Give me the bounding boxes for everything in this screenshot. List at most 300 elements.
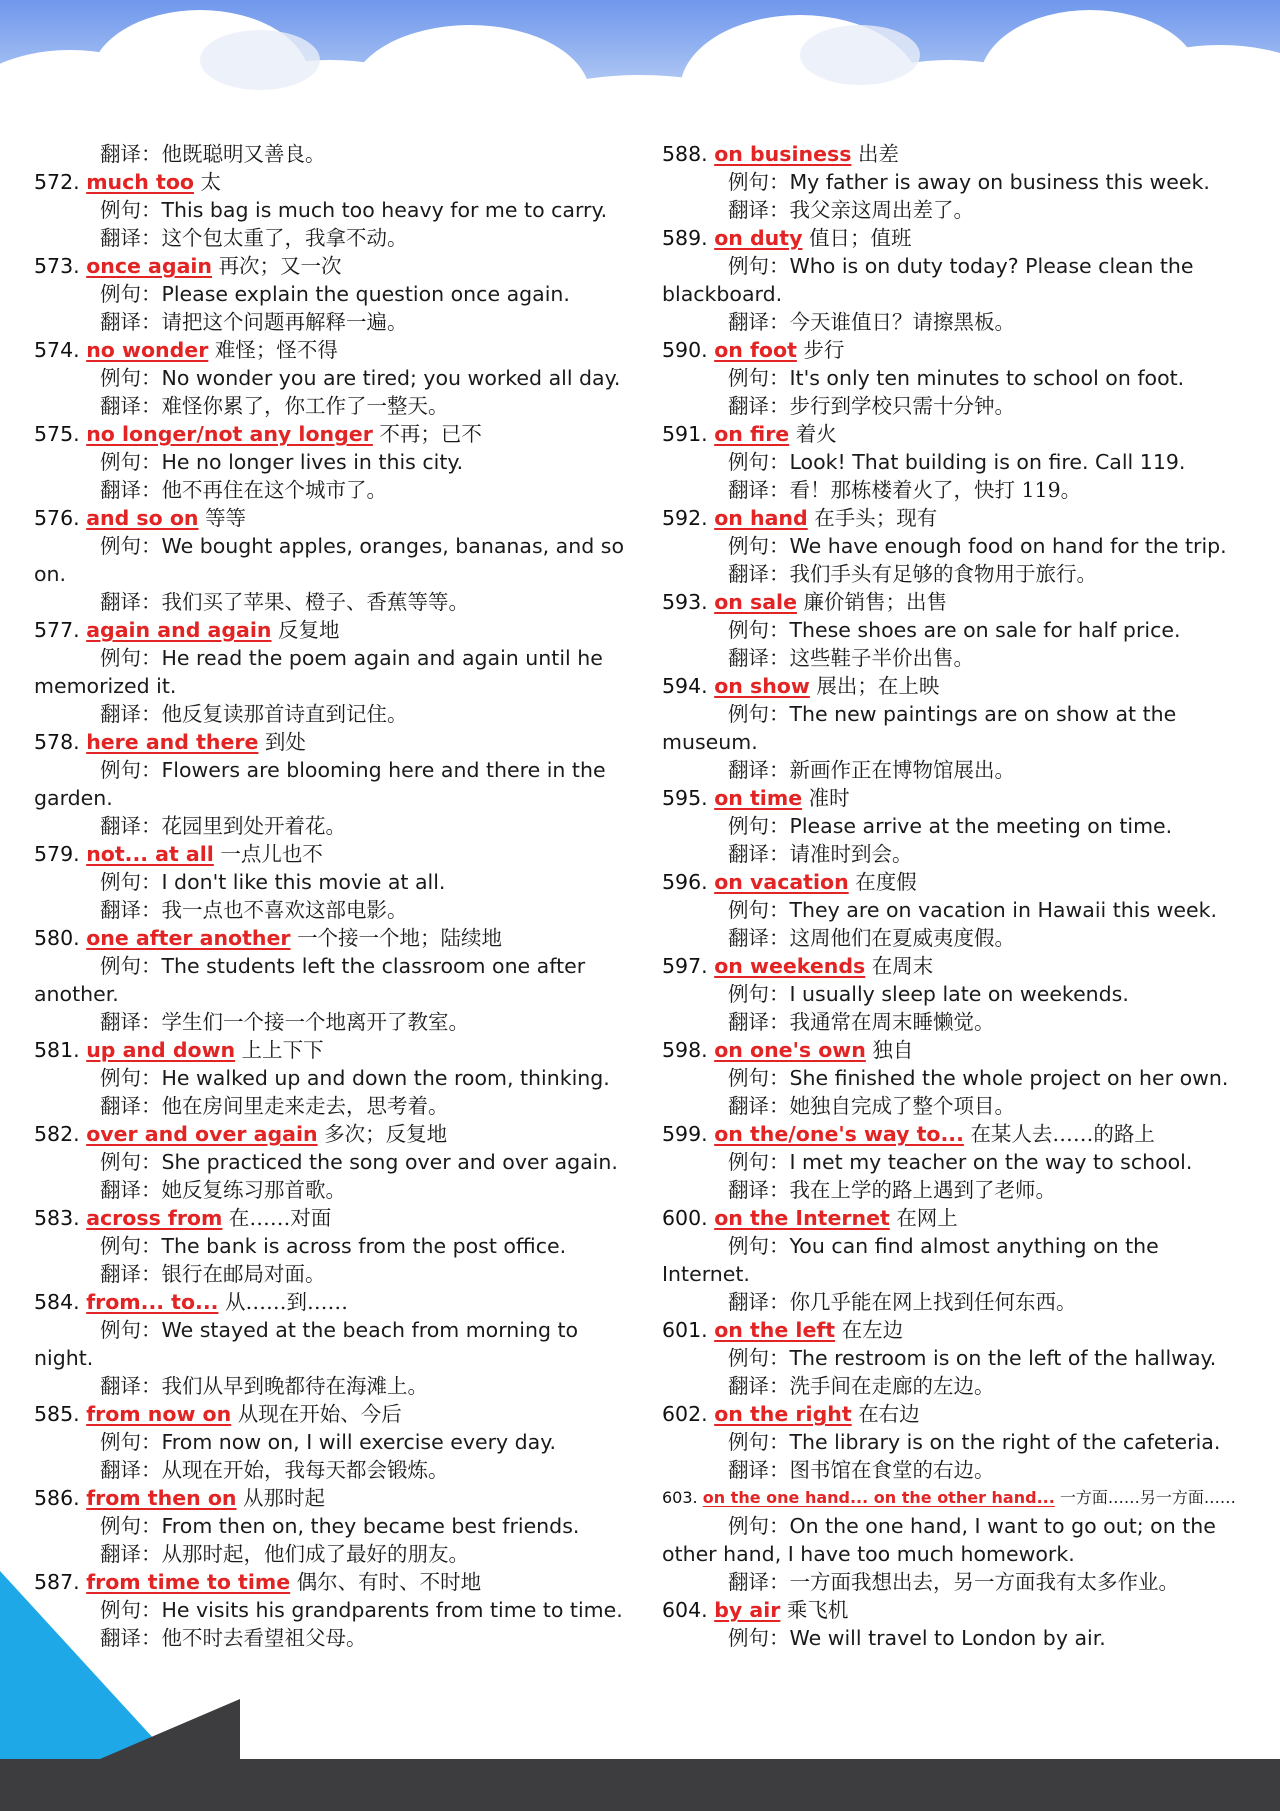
phrase-heading xyxy=(662,1204,1248,1232)
phrase-entry xyxy=(662,504,1248,588)
translation-label: 翻译： xyxy=(100,814,162,838)
phrase-heading xyxy=(662,1120,1248,1148)
translation-line xyxy=(34,1260,626,1288)
phrase-term: on the Internet xyxy=(714,1206,890,1230)
phrase-meaning: 乘飞机 xyxy=(786,1598,849,1622)
phrase-heading xyxy=(662,224,1248,252)
entry-number: 588. xyxy=(662,142,708,166)
translation-line xyxy=(662,1456,1248,1484)
phrase-term: one after another xyxy=(86,926,291,950)
example-label: 例句： xyxy=(728,1514,790,1538)
example-line xyxy=(34,1064,626,1092)
example-line xyxy=(662,252,1248,308)
phrase-term: on weekends xyxy=(714,954,866,978)
example-label: 例句： xyxy=(728,702,790,726)
translation-label: 翻译： xyxy=(100,226,162,250)
entry-number: 591. xyxy=(662,422,708,446)
example-label: 例句： xyxy=(728,898,790,922)
phrase-term: on the/one's way to... xyxy=(714,1122,964,1146)
phrase-heading xyxy=(34,840,626,868)
entry-number: 596. xyxy=(662,870,708,894)
translation-label: 翻译： xyxy=(100,310,162,334)
translation-text: 我一点也不喜欢这部电影。 xyxy=(161,898,408,922)
phrase-entry xyxy=(662,672,1248,784)
translation-label: 翻译： xyxy=(100,1010,162,1034)
translation-text: 这些鞋子半价出售。 xyxy=(789,646,974,670)
example-text: I usually sleep late on weekends. xyxy=(789,982,1129,1006)
translation-line xyxy=(662,644,1248,672)
translation-text: 他在房间里走来走去，思考着。 xyxy=(161,1094,449,1118)
translation-text: 难怪你累了，你工作了一整天。 xyxy=(161,394,449,418)
phrase-meaning: 出差 xyxy=(857,142,899,166)
translation-label: 翻译： xyxy=(100,1094,162,1118)
example-line xyxy=(34,756,626,812)
example-label: 例句： xyxy=(100,1430,162,1454)
example-text: You can find almost anything on the Internet. xyxy=(662,1234,1159,1286)
example-label: 例句： xyxy=(728,618,790,642)
entry-number: 601. xyxy=(662,1318,708,1342)
translation-line xyxy=(662,1568,1248,1596)
example-label: 例句： xyxy=(100,198,162,222)
example-label: 例句： xyxy=(100,534,162,558)
translation-line xyxy=(662,924,1248,952)
translation-text: 这周他们在夏威夷度假。 xyxy=(789,926,1015,950)
translation-line xyxy=(34,392,626,420)
phrase-meaning: 一点儿也不 xyxy=(220,842,323,866)
example-label: 例句： xyxy=(728,814,790,838)
phrase-meaning: 多次；反复地 xyxy=(324,1122,448,1146)
entry-number: 576. xyxy=(34,506,80,530)
phrase-meaning: 在周末 xyxy=(871,954,934,978)
phrase-entry xyxy=(34,168,626,252)
translation-line xyxy=(34,1456,626,1484)
phrase-entry xyxy=(34,728,626,840)
entry-number: 572. xyxy=(34,170,80,194)
example-text: Please arrive at the meeting on time. xyxy=(789,814,1173,838)
translation-text: 他既聪明又善良。 xyxy=(161,142,326,166)
translation-line xyxy=(662,756,1248,784)
example-line xyxy=(662,364,1248,392)
translation-label: 翻译： xyxy=(100,394,162,418)
example-text: I don't like this movie at all. xyxy=(161,870,446,894)
example-label: 例句： xyxy=(100,1598,162,1622)
entry-number: 580. xyxy=(34,926,80,950)
example-text: He read the poem again and again until he memorized it. xyxy=(34,646,603,698)
phrase-heading xyxy=(34,728,626,756)
example-line xyxy=(34,448,626,476)
entry-number: 599. xyxy=(662,1122,708,1146)
phrase-heading xyxy=(34,1288,626,1316)
example-text: Flowers are blooming here and there in the garden. xyxy=(34,758,606,810)
phrase-meaning: 从……到…… xyxy=(224,1290,348,1314)
phrase-entry xyxy=(662,1484,1248,1596)
example-text: The library is on the right of the cafeteria. xyxy=(789,1430,1221,1454)
translation-line xyxy=(34,812,626,840)
phrase-meaning: 太 xyxy=(200,170,222,194)
phrase-heading xyxy=(34,1484,626,1512)
example-line xyxy=(662,1344,1248,1372)
translation-label: 翻译： xyxy=(728,842,790,866)
translation-label: 翻译： xyxy=(728,1290,790,1314)
translation-line xyxy=(662,840,1248,868)
phrase-meaning: 在度假 xyxy=(855,870,917,894)
translation-line xyxy=(34,588,626,616)
phrase-heading xyxy=(662,588,1248,616)
example-line xyxy=(34,868,626,896)
example-line xyxy=(662,1148,1248,1176)
example-line xyxy=(662,700,1248,756)
phrase-meaning: 一方面……另一方面…… xyxy=(1059,1488,1236,1507)
translation-line xyxy=(662,1176,1248,1204)
entry-number: 574. xyxy=(34,338,80,362)
translation-line xyxy=(34,1092,626,1120)
translation-text: 这个包太重了，我拿不动。 xyxy=(161,226,408,250)
phrase-heading xyxy=(34,1204,626,1232)
example-text: The new paintings are on show at the museum. xyxy=(662,702,1177,754)
translation-text: 你几乎能在网上找到任何东西。 xyxy=(789,1290,1077,1314)
example-label: 例句： xyxy=(100,1514,162,1538)
phrase-heading xyxy=(662,420,1248,448)
entry-number: 573. xyxy=(34,254,80,278)
translation-label: 翻译： xyxy=(100,142,162,166)
translation-line xyxy=(34,700,626,728)
phrase-term: over and over again xyxy=(86,1122,318,1146)
phrase-entry xyxy=(662,224,1248,336)
entry-number: 600. xyxy=(662,1206,708,1230)
translation-line xyxy=(662,476,1248,504)
phrase-entry xyxy=(662,1596,1248,1652)
phrase-term: on business xyxy=(714,142,852,166)
translation-line xyxy=(34,896,626,924)
phrase-heading xyxy=(662,504,1248,532)
example-label: 例句： xyxy=(728,1626,790,1650)
example-label: 例句： xyxy=(100,1066,162,1090)
phrase-meaning: 到处 xyxy=(264,730,306,754)
translation-line xyxy=(662,392,1248,420)
example-line xyxy=(662,1232,1248,1288)
example-line xyxy=(34,532,626,588)
translation-text: 银行在邮局对面。 xyxy=(161,1262,326,1286)
translation-text: 学生们一个接一个地离开了教室。 xyxy=(161,1010,469,1034)
phrase-meaning: 从现在开始、今后 xyxy=(237,1402,402,1426)
translation-label: 翻译： xyxy=(100,1178,162,1202)
phrase-entry xyxy=(34,840,626,924)
phrase-term: on sale xyxy=(714,590,797,614)
example-label: 例句： xyxy=(728,450,790,474)
example-text: No wonder you are tired; you worked all day. xyxy=(161,366,621,390)
phrase-heading xyxy=(662,784,1248,812)
example-label: 例句： xyxy=(100,450,162,474)
phrase-meaning: 偶尔、有时、不时地 xyxy=(296,1570,482,1594)
entry-number: 583. xyxy=(34,1206,80,1230)
translation-label: 翻译： xyxy=(100,898,162,922)
phrase-heading xyxy=(662,868,1248,896)
translation-line xyxy=(662,1008,1248,1036)
phrase-entry xyxy=(662,868,1248,952)
example-label: 例句： xyxy=(100,758,162,782)
translation-label: 翻译： xyxy=(100,1458,162,1482)
phrase-meaning: 展出；在上映 xyxy=(816,674,940,698)
translation-label: 翻译： xyxy=(728,1570,790,1594)
translation-label: 翻译： xyxy=(728,1010,790,1034)
translation-line xyxy=(34,1540,626,1568)
translation-line xyxy=(34,1176,626,1204)
phrase-heading xyxy=(662,140,1248,168)
phrase-heading xyxy=(34,336,626,364)
example-label: 例句： xyxy=(728,1234,790,1258)
example-line xyxy=(662,896,1248,924)
entry-number: 584. xyxy=(34,1290,80,1314)
entry-number: 581. xyxy=(34,1038,80,1062)
phrase-heading xyxy=(34,1400,626,1428)
translation-label: 翻译： xyxy=(100,1262,162,1286)
phrase-heading xyxy=(662,1400,1248,1428)
example-line xyxy=(662,1624,1248,1652)
translation-text: 他反复读那首诗直到记住。 xyxy=(161,702,408,726)
phrase-meaning: 难怪；怪不得 xyxy=(214,338,338,362)
entry-number: 592. xyxy=(662,506,708,530)
example-text: He walked up and down the room, thinking. xyxy=(161,1066,610,1090)
entry-number: 598. xyxy=(662,1038,708,1062)
example-text: He no longer lives in this city. xyxy=(161,450,464,474)
phrase-meaning: 独自 xyxy=(872,1038,914,1062)
translation-label: 翻译： xyxy=(728,1458,790,1482)
phrase-meaning: 廉价销售；出售 xyxy=(803,590,947,614)
phrase-heading xyxy=(34,616,626,644)
phrase-heading xyxy=(34,924,626,952)
phrase-heading xyxy=(662,952,1248,980)
left-column xyxy=(34,140,626,1652)
phrase-term: on duty xyxy=(714,226,803,250)
phrase-term: here and there xyxy=(86,730,259,754)
example-line xyxy=(662,980,1248,1008)
translation-line xyxy=(662,1288,1248,1316)
translation-label: 翻译： xyxy=(728,310,790,334)
phrase-term: once again xyxy=(86,254,213,278)
phrase-term: by air xyxy=(714,1598,781,1622)
example-label: 例句： xyxy=(728,982,790,1006)
example-line xyxy=(662,1064,1248,1092)
example-line xyxy=(662,1428,1248,1456)
example-label: 例句： xyxy=(728,1346,790,1370)
example-label: 例句： xyxy=(728,170,790,194)
phrase-entry xyxy=(662,1316,1248,1400)
phrase-term: on the left xyxy=(714,1318,836,1342)
phrase-entry xyxy=(34,616,626,728)
example-line xyxy=(662,168,1248,196)
example-line xyxy=(34,196,626,224)
example-text: This bag is much too heavy for me to carry. xyxy=(161,198,608,222)
example-text: The bank is across from the post office. xyxy=(161,1234,567,1258)
example-text: It's only ten minutes to school on foot. xyxy=(789,366,1185,390)
example-line xyxy=(662,812,1248,840)
example-line xyxy=(34,952,626,1008)
example-text: She finished the whole project on her own. xyxy=(789,1066,1229,1090)
example-text: Look! That building is on fire. Call 119. xyxy=(789,450,1186,474)
example-text: From now on, I will exercise every day. xyxy=(161,1430,556,1454)
phrase-heading xyxy=(34,1120,626,1148)
example-label: 例句： xyxy=(728,1430,790,1454)
translation-line xyxy=(34,476,626,504)
translation-text: 我们从早到晚都待在海滩上。 xyxy=(161,1374,428,1398)
example-label: 例句： xyxy=(728,366,790,390)
translation-text: 她独自完成了整个项目。 xyxy=(789,1094,1015,1118)
example-line xyxy=(662,616,1248,644)
example-line xyxy=(34,1316,626,1372)
translation-text: 请准时到会。 xyxy=(789,842,913,866)
phrase-heading xyxy=(34,252,626,280)
translation-line xyxy=(662,1092,1248,1120)
example-label: 例句： xyxy=(728,534,790,558)
example-line xyxy=(662,532,1248,560)
phrase-term: from now on xyxy=(86,1402,232,1426)
translation-label: 翻译： xyxy=(100,1374,162,1398)
translation-text: 花园里到处开着花。 xyxy=(161,814,346,838)
entry-number: 589. xyxy=(662,226,708,250)
phrase-entry xyxy=(662,588,1248,672)
phrase-meaning: 再次；又一次 xyxy=(218,254,342,278)
example-line xyxy=(34,644,626,700)
example-text: We stayed at the beach from morning to night. xyxy=(34,1318,579,1370)
phrase-term: again and again xyxy=(86,618,272,642)
translation-text: 今天谁值日？请擦黑板。 xyxy=(789,310,1015,334)
bottom-bar-slope xyxy=(100,1699,240,1759)
translation-label: 翻译： xyxy=(728,1374,790,1398)
example-label: 例句： xyxy=(100,646,162,670)
example-label: 例句： xyxy=(100,870,162,894)
phrase-heading xyxy=(662,1596,1248,1624)
entry-number: 582. xyxy=(34,1122,80,1146)
translation-text: 我通常在周末睡懒觉。 xyxy=(789,1010,995,1034)
phrase-entry xyxy=(662,1204,1248,1316)
phrase-heading xyxy=(34,1036,626,1064)
phrase-entry xyxy=(34,420,626,504)
phrase-meaning: 上上下下 xyxy=(241,1038,324,1062)
phrase-term: from... to... xyxy=(86,1290,219,1314)
example-text: Please explain the question once again. xyxy=(161,282,570,306)
phrase-heading xyxy=(662,1316,1248,1344)
translation-text: 从现在开始，我每天都会锻炼。 xyxy=(161,1458,449,1482)
phrase-meaning: 准时 xyxy=(808,786,850,810)
translation-line xyxy=(34,224,626,252)
phrase-entry xyxy=(34,252,626,336)
translation-text: 他不时去看望祖父母。 xyxy=(161,1626,367,1650)
entry-number: 575. xyxy=(34,422,80,446)
phrase-entry xyxy=(34,1036,626,1120)
entry-number: 593. xyxy=(662,590,708,614)
phrase-term: no wonder xyxy=(86,338,209,362)
phrase-entry xyxy=(662,1400,1248,1484)
intro-entry xyxy=(34,140,626,168)
example-text: On the one hand, I want to go out; on the other hand, I have too much homework. xyxy=(662,1514,1216,1566)
translation-text: 从那时起，他们成了最好的朋友。 xyxy=(161,1542,469,1566)
example-text: I met my teacher on the way to school. xyxy=(789,1150,1193,1174)
entry-number: 597. xyxy=(662,954,708,978)
phrase-meaning: 在……对面 xyxy=(228,1206,332,1230)
example-line xyxy=(34,1232,626,1260)
example-line xyxy=(34,280,626,308)
translation-line xyxy=(662,308,1248,336)
entry-number: 578. xyxy=(34,730,80,754)
phrase-term: from then on xyxy=(86,1486,237,1510)
example-label: 例句： xyxy=(100,1318,162,1342)
phrase-heading xyxy=(662,336,1248,364)
phrase-meaning: 反复地 xyxy=(278,618,340,642)
phrase-meaning: 值日；值班 xyxy=(808,226,912,250)
entry-number: 604. xyxy=(662,1598,708,1622)
translation-label: 翻译： xyxy=(100,1626,162,1650)
translation-line xyxy=(34,1372,626,1400)
translation-label: 翻译： xyxy=(728,646,790,670)
translation-line xyxy=(662,560,1248,588)
entry-number: 579. xyxy=(34,842,80,866)
example-label: 例句： xyxy=(728,1066,790,1090)
translation-text: 请把这个问题再解释一遍。 xyxy=(161,310,408,334)
translation-text: 我在上学的路上遇到了老师。 xyxy=(789,1178,1056,1202)
translation-text: 图书馆在食堂的右边。 xyxy=(789,1458,995,1482)
bottom-bar xyxy=(0,1759,1280,1811)
example-text: We will travel to London by air. xyxy=(789,1626,1106,1650)
phrase-meaning: 在右边 xyxy=(858,1402,920,1426)
entry-number: 587. xyxy=(34,1570,80,1594)
phrase-heading xyxy=(34,168,626,196)
phrase-term: and so on xyxy=(86,506,199,530)
example-line xyxy=(34,1148,626,1176)
translation-text: 我父亲这周出差了。 xyxy=(789,198,974,222)
translation-label: 翻译： xyxy=(100,590,162,614)
phrase-entry xyxy=(34,924,626,1036)
entry-number: 577. xyxy=(34,618,80,642)
phrase-meaning: 在左边 xyxy=(841,1318,904,1342)
entry-number: 594. xyxy=(662,674,708,698)
phrase-term: on vacation xyxy=(714,870,849,894)
cloud-decoration xyxy=(0,0,1280,140)
translation-text: 新画作正在博物馆展出。 xyxy=(789,758,1015,782)
entry-number: 590. xyxy=(662,338,708,362)
phrase-term: on one's own xyxy=(714,1038,866,1062)
example-text: The students left the classroom one after another. xyxy=(34,954,586,1006)
example-label: 例句： xyxy=(100,1234,162,1258)
translation-label: 翻译： xyxy=(728,478,790,502)
example-text: He visits his grandparents from time to time. xyxy=(161,1598,623,1622)
translation-line xyxy=(34,308,626,336)
translation-text: 看！那栋楼着火了，快打 119。 xyxy=(789,478,1082,502)
translation-label: 翻译： xyxy=(100,478,162,502)
entry-number: 603. xyxy=(662,1488,698,1507)
translation-label: 翻译： xyxy=(728,394,790,418)
phrase-meaning: 不再；已不 xyxy=(379,422,482,446)
phrase-meaning: 着火 xyxy=(795,422,837,446)
translation-label: 翻译： xyxy=(728,198,790,222)
example-label: 例句： xyxy=(100,1150,162,1174)
phrase-term: on show xyxy=(714,674,810,698)
example-text: We bought apples, oranges, bananas, and so on. xyxy=(34,534,624,586)
phrase-meaning: 步行 xyxy=(803,338,845,362)
entry-number: 602. xyxy=(662,1402,708,1426)
example-line xyxy=(662,448,1248,476)
phrase-entry xyxy=(34,1484,626,1568)
translation-label: 翻译： xyxy=(100,702,162,726)
example-text: They are on vacation in Hawaii this week. xyxy=(789,898,1218,922)
phrase-entry xyxy=(34,1120,626,1204)
translation-label: 翻译： xyxy=(728,926,790,950)
example-text: She practiced the song over and over again. xyxy=(161,1150,618,1174)
phrase-meaning: 从那时起 xyxy=(243,1486,326,1510)
translation-line xyxy=(34,1008,626,1036)
phrase-entry xyxy=(34,336,626,420)
translation-line xyxy=(662,196,1248,224)
phrase-term: no longer/not any longer xyxy=(86,422,373,446)
